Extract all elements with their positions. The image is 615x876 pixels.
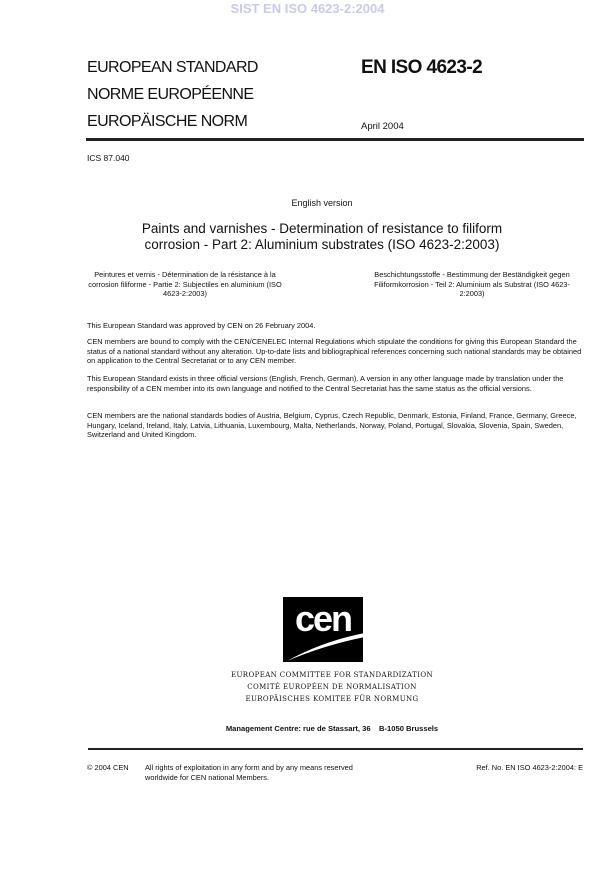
cen-logo-swoosh-icon <box>283 597 363 662</box>
title-line-2: corrosion - Part 2: Aluminium substrates (ISO 4623-2:2003) <box>144 237 500 252</box>
ics-code: ICS 87.040 <box>87 153 130 163</box>
title-line-1: Paints and varnishes - Determination of resistance to filiform <box>141 221 503 236</box>
members-list-paragraph: CEN members are the national standards bodies of Austria, Belgium, Cyprus, Czech Republic, Denmark, Estonia, Finland, France, Germany, Greece, Hungary, Iceland, Ireland, Italy, Latvia, Lithuania, Luxembourg, Malta, Netherlands, Norway, Poland, Portugal, Slovakia, Slovenia, Spain, Sweden, Switzerland and United Kingdom. <box>87 411 577 440</box>
header-europaische-norm: EUROPÄISCHE NORM <box>87 113 248 130</box>
management-address: Management Centre: rue de Stassart, 36 B-1050 Brussels <box>225 724 439 733</box>
committee-name-de: EUROPÄISCHES KOMITEE FÜR NORMUNG <box>245 695 419 703</box>
approval-paragraph: This European Standard was approved by CEN on 26 February 2004. <box>87 321 316 330</box>
title-german: Beschichtungsstoffe - Bestimmung der Beständigkeit gegen Filiformkorrosion - Teil 2: Aluminium als Substrat (ISO 4623-2:2003) <box>374 270 570 299</box>
svg-text:cen: cen <box>294 598 352 639</box>
document-title <box>82 221 562 253</box>
title-french: Peintures et vernis - Détermination de la résistance à la corrosion filiforme - Partie 2: Subjectiles en aluminium (ISO 4623-2:2003) <box>88 270 282 299</box>
committee-name-en: EUROPEAN COMMITTEE FOR STANDARDIZATION <box>230 671 434 679</box>
versions-paragraph: This European Standard exists in three official versions (English, French, German). A version in any other language made by translation under the responsibility of a CEN member into its own language and notified to the Central Secretariat has the same status as the official versions. <box>87 374 564 393</box>
header-rule <box>86 138 584 141</box>
header-european-standard: EUROPEAN STANDARD <box>87 59 258 76</box>
copyright: © 2004 CEN <box>87 763 129 772</box>
reference-number: Ref. No. EN ISO 4623-2:2004: E <box>476 763 583 772</box>
standard-number: EN ISO 4623-2 <box>361 57 483 78</box>
cen-logo <box>283 597 363 662</box>
footer-rule <box>88 748 583 750</box>
members-obligation-paragraph: CEN members are bound to comply with the CEN/CENELEC Internal Regulations which stipulate the conditions for giving this European Standard the status of a national standard without any alteration. Up-to-date lists and bibliographical references concerning such national standards may be obtained on application to the Central Secretariat or to any CEN member. <box>87 337 582 366</box>
header-norme-europeenne: NORME EUROPÉENNE <box>87 86 254 103</box>
watermark: SIST EN ISO 4623-2:2004 <box>230 1 385 16</box>
committee-name-fr: COMITÉ EUROPÉEN DE NORMALISATION <box>247 683 417 691</box>
rights-statement: All rights of exploitation in any form and by any means reserved worldwide for CEN national Members. <box>145 763 353 782</box>
version-label: English version <box>291 198 353 208</box>
publication-date: April 2004 <box>361 121 404 132</box>
